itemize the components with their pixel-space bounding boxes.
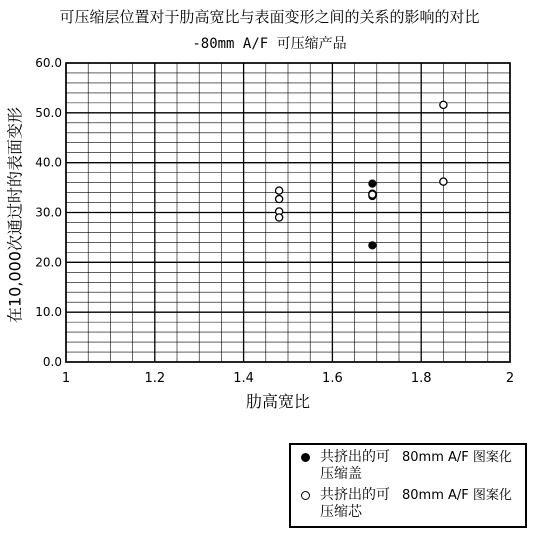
chart-title: 可压缩层位置对于肋高宽比与表面变形之间的关系的影响的对比	[59, 8, 480, 26]
x-axis-label: 肋高宽比	[245, 392, 311, 411]
data-point-hollow	[276, 195, 283, 202]
x-tick-label: 1.8	[410, 371, 432, 386]
filled-circle-marker	[301, 453, 310, 462]
y-tick-label: 10.0	[35, 305, 62, 320]
legend-extra: 80mm A/F 图案化	[402, 488, 512, 503]
legend-item-cap	[301, 449, 512, 483]
y-tick-label: 30.0	[35, 205, 62, 220]
data-point-hollow	[276, 214, 283, 221]
chart-subtitle: -80mm A/F 可压缩产品	[192, 36, 347, 52]
y-tick-label: 0.0	[42, 355, 62, 369]
data-point-filled	[369, 242, 376, 249]
data-point-hollow	[440, 101, 447, 108]
x-tick-label: 2	[505, 371, 515, 386]
legend-extra: 80mm A/F 图案化	[402, 450, 512, 465]
data-point-filled	[369, 180, 376, 187]
x-tick-label: 1.2	[144, 371, 166, 386]
data-point-hollow	[369, 191, 376, 198]
hollow-circle-marker	[301, 491, 310, 500]
legend-label: 共挤出的可压缩芯	[320, 487, 390, 520]
legend	[289, 443, 527, 528]
x-tick-label: 1.4	[233, 371, 254, 386]
y-tick-label: 40.0	[35, 155, 62, 170]
x-tick-label: 1.6	[322, 371, 343, 386]
data-point-hollow	[440, 178, 447, 185]
legend-label: 共挤出的可压缩盖	[320, 449, 390, 482]
y-tick-label: 60.0	[35, 56, 62, 70]
x-tick-label: 1	[61, 371, 71, 386]
legend-item-core	[301, 487, 512, 521]
y-axis-label: 在10,000次通过时的表面变形	[5, 107, 25, 323]
y-tick-label: 20.0	[35, 255, 62, 270]
data-point-hollow	[276, 187, 283, 194]
y-tick-label: 50.0	[35, 105, 62, 120]
